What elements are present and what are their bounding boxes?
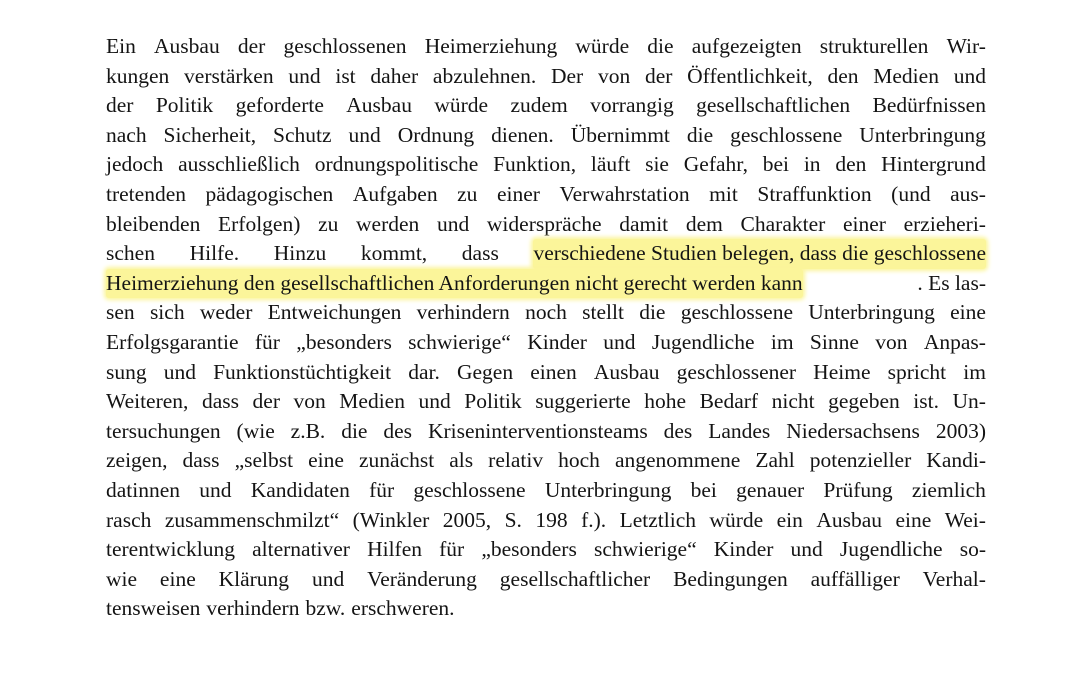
- word: Wir-: [946, 34, 986, 58]
- word: zu: [318, 211, 339, 236]
- word: Medien: [339, 389, 405, 414]
- word: von: [597, 63, 631, 88]
- text-line: [106, 150, 986, 180]
- word: abzulehnen.: [432, 63, 537, 88]
- word: gegeben: [828, 389, 900, 414]
- word: nicht: [771, 389, 815, 414]
- word: dar.: [408, 359, 440, 384]
- word: spricht: [887, 359, 947, 384]
- text-line: [106, 506, 986, 536]
- word: Klärung: [218, 566, 290, 591]
- word: und: [436, 211, 470, 236]
- word: Heime: [813, 359, 871, 384]
- word: und: [163, 359, 196, 384]
- text-line: [106, 594, 986, 624]
- word: geschlossene: [730, 122, 843, 147]
- word: Charakter: [740, 211, 826, 236]
- word: Prüfung: [823, 477, 893, 502]
- word: wie: [106, 566, 138, 591]
- word: ist.: [913, 389, 939, 414]
- word: terentwicklung: [106, 537, 235, 562]
- word: Ein: [106, 34, 136, 58]
- word: ist: [335, 63, 356, 88]
- word: der: [252, 389, 280, 414]
- word: Gegen: [456, 359, 514, 384]
- word: z.B.: [290, 418, 326, 443]
- word: Kinder: [527, 329, 587, 354]
- word: 2003): [935, 418, 986, 443]
- word: mit: [709, 181, 738, 206]
- word: Medien: [873, 63, 939, 88]
- word: für: [254, 329, 280, 354]
- word: vorrangig: [590, 93, 674, 118]
- word: und: [953, 63, 986, 88]
- word: Verwahrstation: [559, 181, 690, 206]
- word: Unterbringung: [859, 122, 986, 147]
- word: Kriseninterventionsteams: [427, 418, 648, 443]
- word: schen: [106, 241, 155, 266]
- word: Hintergrund: [881, 152, 986, 177]
- word: schwierige“: [408, 329, 511, 354]
- word: Kandi-: [926, 448, 986, 473]
- word: weder: [199, 300, 253, 325]
- word: und: [311, 566, 345, 591]
- word: Politik: [155, 93, 214, 118]
- word: rasch: [106, 507, 152, 532]
- word: Verhal-: [922, 566, 986, 591]
- word: geschlossene: [680, 300, 793, 325]
- word: Jugendliche: [839, 537, 943, 562]
- word: die: [647, 34, 674, 58]
- word: widerspräche: [486, 211, 602, 236]
- word: alternativer: [252, 537, 350, 562]
- word: die: [341, 418, 368, 443]
- word: kungen: [106, 63, 170, 88]
- word: Letztlich: [619, 507, 696, 532]
- word: Bedingungen: [673, 566, 788, 591]
- word: noch: [525, 300, 567, 325]
- word: Niedersachsens: [786, 418, 920, 443]
- word: Der: [550, 63, 584, 88]
- word: würde: [575, 34, 630, 58]
- word: Ausbau: [154, 34, 220, 58]
- word: Entweichungen: [267, 300, 402, 325]
- word: im: [770, 329, 794, 354]
- word: für: [439, 537, 465, 562]
- word: sich: [149, 300, 185, 325]
- word: des: [663, 418, 693, 443]
- word: Übernimmt: [570, 122, 670, 147]
- word: bei: [762, 152, 790, 177]
- text-line: [106, 91, 986, 121]
- word: geforderte: [235, 93, 324, 118]
- word: so-: [959, 537, 986, 562]
- word: Hilfen: [367, 537, 423, 562]
- word: erzieheri-: [903, 211, 986, 236]
- word: ordnungspolitische: [314, 152, 479, 177]
- word: Hilfe.: [189, 241, 240, 266]
- word: dass: [182, 448, 220, 473]
- text-line: [106, 239, 986, 269]
- text-line: [106, 476, 986, 506]
- word: und: [603, 329, 636, 354]
- document-page: [106, 32, 986, 624]
- word: pädagogischen: [205, 181, 334, 206]
- word: suggerierte: [535, 389, 631, 414]
- word: „besonders: [296, 329, 392, 354]
- word: Schutz: [273, 122, 332, 147]
- word: angenommene: [614, 448, 741, 473]
- text-line: [106, 32, 986, 62]
- word: geschlossenen: [283, 34, 407, 58]
- word: den: [835, 152, 867, 177]
- word: der: [237, 34, 266, 58]
- word: ausschließlich: [178, 152, 300, 177]
- word: im: [963, 359, 986, 384]
- word: des: [383, 418, 413, 443]
- word: würde: [434, 93, 489, 118]
- text-line: [106, 180, 986, 210]
- word: Politik: [464, 389, 522, 414]
- word: zeigen,: [106, 448, 168, 473]
- word: (wie: [236, 418, 275, 443]
- word: Funktion,: [493, 152, 577, 177]
- word: kommt,: [360, 241, 428, 266]
- word: eine: [159, 566, 196, 591]
- word: verhindern: [206, 596, 300, 621]
- word: dem: [685, 211, 723, 236]
- word: die: [639, 300, 666, 325]
- word: dienen.: [491, 122, 554, 147]
- text-line: [106, 535, 986, 565]
- text-line: [106, 121, 986, 151]
- highlighted-text: Heimerziehung den gesellschaftlichen Anforderungen nicht gerecht werden kann: [106, 269, 803, 299]
- word: läuft: [590, 152, 631, 177]
- word: „besonders: [481, 537, 577, 562]
- word: sung: [106, 359, 147, 384]
- word: und: [199, 477, 232, 502]
- word: auffälliger: [810, 566, 900, 591]
- word: der: [106, 93, 134, 118]
- word: geschlossene: [413, 477, 526, 502]
- word: genauer: [736, 477, 805, 502]
- word: eine: [308, 448, 344, 473]
- word: als: [449, 448, 474, 473]
- text-line: [106, 417, 986, 447]
- word: Öffentlichkeit,: [687, 63, 813, 88]
- word: für: [369, 477, 395, 502]
- word: bzw.: [305, 596, 346, 621]
- word: Zahl: [755, 448, 795, 473]
- word: sie: [645, 152, 669, 177]
- word: nach: [106, 122, 147, 147]
- word: Weiteren,: [106, 389, 189, 414]
- word: einer: [496, 181, 540, 206]
- word: strukturellen: [819, 34, 929, 58]
- word: Bedürfnissen: [872, 93, 986, 118]
- word: einen: [530, 359, 577, 384]
- word: erschweren.: [351, 596, 455, 621]
- word: von: [875, 329, 908, 354]
- text-line: [106, 269, 986, 299]
- word: gesellschaftlichen: [696, 93, 851, 118]
- text-line: [106, 62, 986, 92]
- word: von: [293, 389, 326, 414]
- text-line: [106, 387, 986, 417]
- text-line: [106, 210, 986, 240]
- word: gesellschaftlicher: [499, 566, 651, 591]
- word: Ausbau: [593, 359, 660, 384]
- word: einer: [842, 211, 886, 236]
- text-line: [106, 358, 986, 388]
- word: . Es las-: [917, 270, 986, 295]
- word: Ordnung: [397, 122, 475, 147]
- word: bleibenden: [106, 211, 201, 236]
- word: aus-: [950, 181, 986, 206]
- word: datinnen: [106, 477, 181, 502]
- word: hoch: [558, 448, 600, 473]
- word: Heimerziehung: [424, 34, 558, 58]
- word: schwierige“: [593, 537, 697, 562]
- word: Kandidaten: [250, 477, 350, 502]
- word: Gefahr,: [683, 152, 748, 177]
- word: die: [686, 122, 714, 147]
- word: Anpas-: [923, 329, 986, 354]
- word: zunächst: [358, 448, 435, 473]
- word: relativ: [488, 448, 544, 473]
- word: Kinder: [713, 537, 774, 562]
- word: Straffunktion: [757, 181, 872, 206]
- word: würde: [709, 507, 764, 532]
- word: ein: [776, 507, 803, 532]
- word: Landes: [708, 418, 771, 443]
- word: bei: [690, 477, 717, 502]
- word: Unterbringung: [544, 477, 672, 502]
- word: Unterbringung: [808, 300, 935, 325]
- word: (und: [891, 181, 931, 206]
- word: zusammenschmilzt“: [164, 507, 340, 532]
- word: werden: [356, 211, 420, 236]
- text-line: [106, 328, 986, 358]
- word: Sinne: [809, 329, 859, 354]
- word: eine: [895, 507, 932, 532]
- word: aufgezeigten: [691, 34, 802, 58]
- word: verstärken: [184, 63, 274, 88]
- word: zu: [457, 181, 478, 206]
- word: Sicherheit,: [163, 122, 257, 147]
- word: der: [644, 63, 673, 88]
- word: Wei-: [944, 507, 986, 532]
- word: ziemlich: [911, 477, 986, 502]
- word: daher: [370, 63, 419, 88]
- text-line: [106, 565, 986, 595]
- word: Erfolgsgarantie: [106, 329, 239, 354]
- word: hohe: [644, 389, 687, 414]
- word: geschlossener: [676, 359, 797, 384]
- word: f.).: [581, 507, 607, 532]
- word: Hinzu: [273, 241, 327, 266]
- word: Ausbau: [816, 507, 882, 532]
- word: Jugendliche: [651, 329, 755, 354]
- word: den: [827, 63, 859, 88]
- word: Erfolgen): [218, 211, 301, 236]
- word: „selbst: [234, 448, 294, 473]
- body-paragraph[interactable]: [106, 32, 986, 624]
- word: stellt: [582, 300, 624, 325]
- word: in: [803, 152, 821, 177]
- word: und: [790, 537, 823, 562]
- text-line: [106, 446, 986, 476]
- word: und: [288, 63, 321, 88]
- word: damit: [619, 211, 669, 236]
- highlighted-text: verschiedene Studien belegen, dass die geschlossene: [533, 239, 986, 269]
- word: tretenden: [106, 181, 186, 206]
- word: 2005,: [442, 507, 492, 532]
- word: jedoch: [106, 152, 164, 177]
- word: eine: [950, 300, 986, 325]
- word: Veränderung: [367, 566, 477, 591]
- word: Aufgaben: [352, 181, 438, 206]
- word: zudem: [510, 93, 568, 118]
- word: tersuchungen: [106, 418, 221, 443]
- word: dass: [461, 241, 499, 266]
- word: und: [418, 389, 451, 414]
- word: tensweisen: [106, 596, 201, 621]
- word: (Winkler: [352, 507, 430, 532]
- word: Un-: [952, 389, 986, 414]
- word: S.: [504, 507, 522, 532]
- word: Bedarf: [699, 389, 759, 414]
- word: und: [348, 122, 381, 147]
- word: potenzieller: [809, 448, 912, 473]
- word: dass: [201, 389, 239, 414]
- word: Ausbau: [346, 93, 412, 118]
- text-line: [106, 298, 986, 328]
- word: verhindern: [416, 300, 510, 325]
- word: sen: [106, 300, 135, 325]
- word: 198: [535, 507, 568, 532]
- word: Funktionstüchtigkeit: [213, 359, 392, 384]
